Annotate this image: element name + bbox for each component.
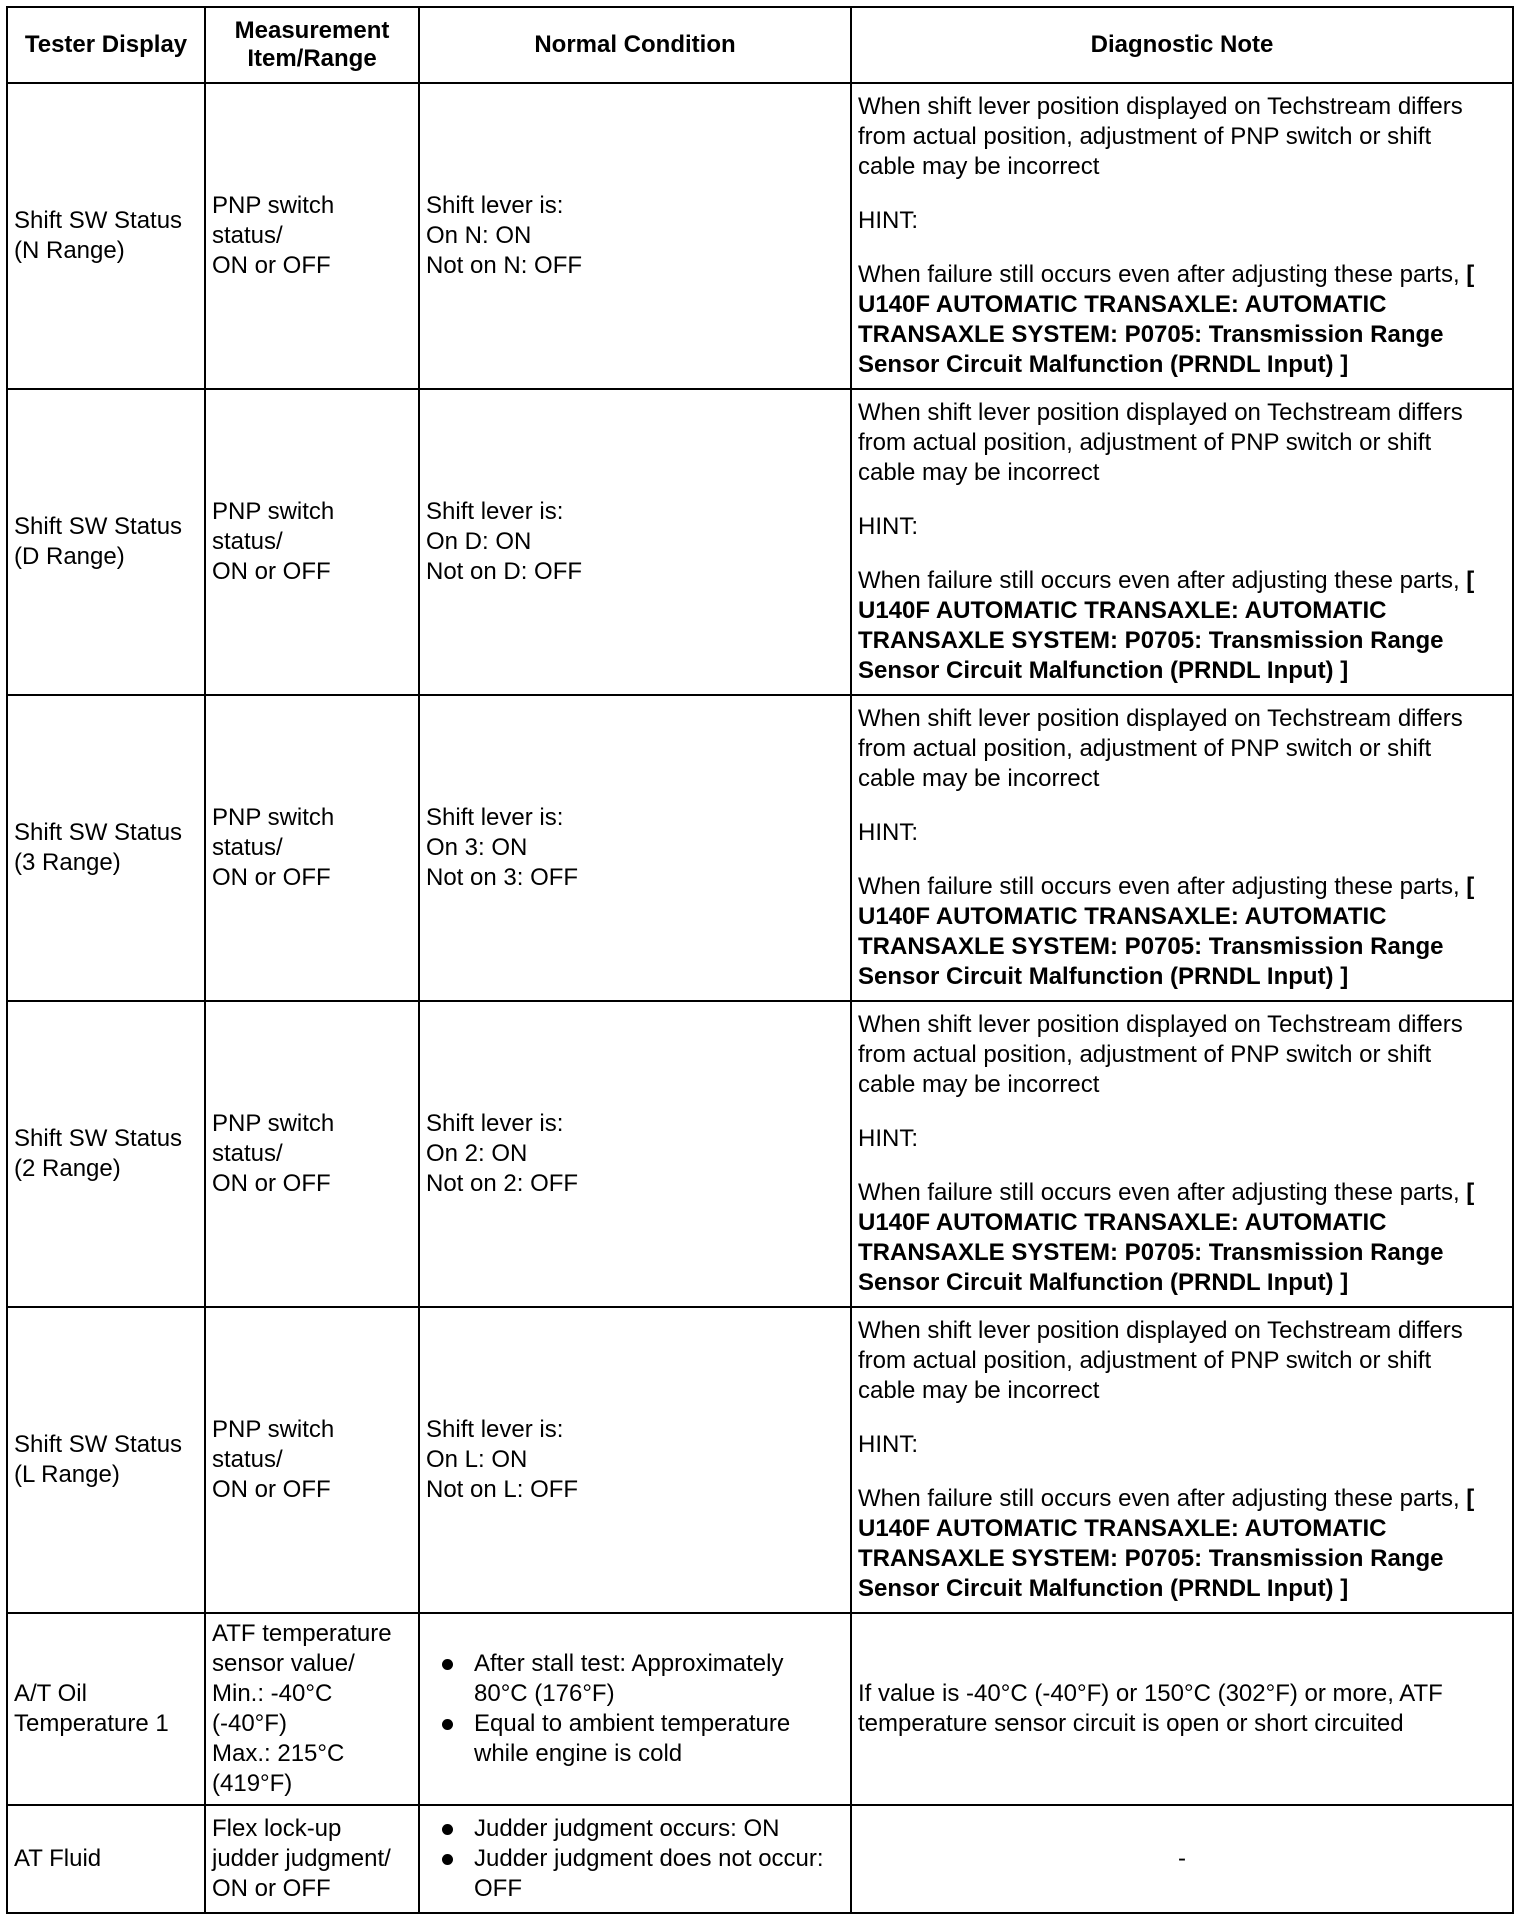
reference-link[interactable]: TRANSAXLE SYSTEM: P0705: Transmission Range [858,321,1444,348]
bullet-line: 80°C (176°F) [474,1680,615,1707]
measurement-cell [205,1613,419,1805]
note-line: cable may be incorrect [858,1071,1100,1098]
note-line: cable may be incorrect [858,1377,1100,1404]
reference-link[interactable]: Sensor Circuit Malfunction (PRNDL Input) ] [858,1269,1349,1296]
cell-line: Shift SW Status [14,513,183,540]
bullet-dot-icon [442,1719,453,1730]
link-bracket[interactable]: [ [1466,1179,1475,1206]
cell-line: sensor value/ [212,1650,355,1677]
cell-line: (D Range) [14,543,125,570]
header-measurement-line: Measurement [234,17,390,44]
table-row [7,1307,1513,1613]
cell-line: On D: ON [426,528,532,555]
normal-condition-cell [419,695,851,1001]
cell-line: Shift lever is: [426,804,564,831]
table-row [7,695,1513,1001]
note-line: When shift lever position displayed on Techstream differs [858,1317,1463,1344]
bullet-line: OFF [474,1875,522,1902]
cell-line: Shift lever is: [426,1416,564,1443]
note-line: If value is -40°C (-40°F) or 150°C (302°F) or more, ATF [858,1680,1443,1707]
note-line: from actual position, adjustment of PNP switch or shift [858,735,1432,762]
spacer [858,1460,1506,1484]
bullet-item [438,1709,844,1769]
table-header-row [7,7,1513,83]
cell-line: Min.: -40°C [212,1680,333,1707]
reference-link[interactable]: Sensor Circuit Malfunction (PRNDL Input) ] [858,1575,1349,1602]
cell-line: status/ [212,222,283,249]
cell-line: Shift lever is: [426,498,564,525]
table-row [7,1613,1513,1805]
cell-line: Shift lever is: [426,192,564,219]
measurement-cell [205,695,419,1001]
cell-line: (3 Range) [14,849,121,876]
note-line: from actual position, adjustment of PNP switch or shift [858,429,1432,456]
measurement-cell [205,1805,419,1913]
cell-line: Shift SW Status [14,1125,183,1152]
measurement-cell [205,389,419,695]
failure-text-main: When failure still occurs even after adjusting these parts, [858,1485,1467,1512]
normal-condition-cell [419,1307,851,1613]
failure-text-main: When failure still occurs even after adjusting these parts, [858,261,1467,288]
cell-line: Not on N: OFF [426,252,583,279]
bullet-list [426,1649,844,1769]
reference-link[interactable]: U140F AUTOMATIC TRANSAXLE: AUTOMATIC [858,1209,1387,1236]
note-line: temperature sensor circuit is open or short circuited [858,1710,1404,1737]
cell-line: ATF temperature [212,1620,392,1647]
measurement-cell [205,1001,419,1307]
bullet-dot-icon [442,1659,453,1670]
table-row [7,389,1513,695]
reference-link[interactable]: TRANSAXLE SYSTEM: P0705: Transmission Range [858,933,1444,960]
bullet-list [426,1814,844,1904]
normal-condition-cell [419,1805,851,1913]
cell-line: Shift SW Status [14,1431,183,1458]
cell-line: (N Range) [14,237,125,264]
failure-text-main: When failure still occurs even after adjusting these parts, [858,873,1467,900]
spacer [858,236,1506,260]
cell-line: Temperature 1 [14,1710,169,1737]
cell-line: Shift SW Status [14,207,183,234]
cell-line: status/ [212,834,283,861]
cell-line: ON or OFF [212,1170,331,1197]
bullet-line: Judder judgment does not occur: [474,1845,824,1872]
link-bracket[interactable]: [ [1466,1485,1475,1512]
cell-line: Not on 2: OFF [426,1170,579,1197]
cell-line: Max.: 215°C [212,1740,345,1767]
cell-line: Not on D: OFF [426,558,583,585]
cell-line: On 3: ON [426,834,528,861]
header-normal-condition: Normal Condition [419,7,851,83]
cell-line: A/T Oil [14,1680,87,1707]
bullet-line: Judder judgment occurs: ON [474,1815,780,1842]
note-line: When shift lever position displayed on Techstream differs [858,705,1463,732]
note-line: When shift lever position displayed on Techstream differs [858,399,1463,426]
note-line: When shift lever position displayed on Techstream differs [858,93,1463,120]
tester-display-cell [7,1001,205,1307]
cell-line: status/ [212,528,283,555]
data-list-table [6,6,1514,1914]
reference-link[interactable]: U140F AUTOMATIC TRANSAXLE: AUTOMATIC [858,903,1387,930]
spacer [858,542,1506,566]
hint-label: HINT: [858,513,918,540]
normal-condition-cell [419,389,851,695]
cell-line: Shift SW Status [14,819,183,846]
cell-line: PNP switch [212,1110,335,1137]
table-body [7,83,1513,1913]
cell-line: PNP switch [212,498,335,525]
diagnostic-note-cell [851,1613,1513,1805]
note-line: from actual position, adjustment of PNP switch or shift [858,1347,1432,1374]
header-diagnostic-note: Diagnostic Note [851,7,1513,83]
cell-line: PNP switch [212,1416,335,1443]
diagnostic-note-cell [851,389,1513,695]
spacer [858,1154,1506,1178]
tester-display-cell [7,1613,205,1805]
failure-text [858,566,1506,596]
bullet-line: Equal to ambient temperature [474,1710,791,1737]
tester-display-cell: AT Fluid [7,1805,205,1913]
bullet-item [438,1649,844,1709]
measurement-cell [205,83,419,389]
hint-label: HINT: [858,1125,918,1152]
measurement-cell [205,1307,419,1613]
note-line: from actual position, adjustment of PNP switch or shift [858,123,1432,150]
failure-text [858,872,1506,902]
tester-display-cell [7,83,205,389]
cell-line: (2 Range) [14,1155,121,1182]
table-row [7,1001,1513,1307]
failure-text [858,1178,1506,1208]
note-line: cable may be incorrect [858,459,1100,486]
failure-text-main: When failure still occurs even after adjusting these parts, [858,1179,1467,1206]
cell-line: ON or OFF [212,1875,331,1902]
spacer [858,848,1506,872]
table-row [7,83,1513,389]
cell-line: ON or OFF [212,558,331,585]
reference-link[interactable]: U140F AUTOMATIC TRANSAXLE: AUTOMATIC [858,291,1387,318]
reference-link[interactable]: TRANSAXLE SYSTEM: P0705: Transmission Range [858,627,1444,654]
cell-line: PNP switch [212,192,335,219]
link-bracket[interactable]: [ [1466,873,1475,900]
reference-link[interactable]: Sensor Circuit Malfunction (PRNDL Input) ] [858,351,1349,378]
link-bracket[interactable]: [ [1466,261,1475,288]
hint-label: HINT: [858,819,918,846]
diagnostic-note-cell [851,1307,1513,1613]
note-line: When shift lever position displayed on Techstream differs [858,1011,1463,1038]
table-row [7,1805,1513,1913]
diagnostic-note-cell [851,83,1513,389]
cell-line: (419°F) [212,1770,293,1797]
hint-label: HINT: [858,1431,918,1458]
cell-line: PNP switch [212,804,335,831]
cell-line: ON or OFF [212,864,331,891]
normal-condition-cell [419,1613,851,1805]
cell-line: (-40°F) [212,1710,287,1737]
cell-line: Flex lock-up [212,1815,342,1842]
cell-line: On N: ON [426,222,532,249]
bullet-item [438,1814,844,1844]
failure-text [858,260,1506,290]
reference-link[interactable]: TRANSAXLE SYSTEM: P0705: Transmission Range [858,1239,1444,1266]
reference-link[interactable]: TRANSAXLE SYSTEM: P0705: Transmission Range [858,1545,1444,1572]
bullet-dot-icon [442,1824,453,1835]
reference-link[interactable]: Sensor Circuit Malfunction (PRNDL Input) ] [858,963,1349,990]
spacer [858,794,1506,818]
reference-link[interactable]: Sensor Circuit Malfunction (PRNDL Input) ] [858,657,1349,684]
cell-line: (L Range) [14,1461,120,1488]
tester-display-cell [7,389,205,695]
cell-line: On L: ON [426,1446,528,1473]
spacer [858,182,1506,206]
diagnostic-note-cell [851,1001,1513,1307]
header-measurement [205,7,419,83]
bullet-dot-icon [442,1854,453,1865]
spacer [858,1100,1506,1124]
failure-text-main: When failure still occurs even after adjusting these parts, [858,567,1467,594]
note-line: cable may be incorrect [858,153,1100,180]
cell-line: ON or OFF [212,1476,331,1503]
bullet-line: while engine is cold [474,1740,683,1767]
hint-label: HINT: [858,207,918,234]
note-line: from actual position, adjustment of PNP switch or shift [858,1041,1432,1068]
tester-display-cell [7,1307,205,1613]
cell-line: Shift lever is: [426,1110,564,1137]
header-tester-display: Tester Display [7,7,205,83]
note-line: cable may be incorrect [858,765,1100,792]
cell-line: status/ [212,1140,283,1167]
header-measurement-line: Item/Range [247,45,377,72]
bullet-line: After stall test: Approximately [474,1650,784,1677]
diagnostic-note-cell [851,695,1513,1001]
normal-condition-cell [419,83,851,389]
reference-link[interactable]: U140F AUTOMATIC TRANSAXLE: AUTOMATIC [858,597,1387,624]
spacer [858,1406,1506,1430]
normal-condition-cell [419,1001,851,1307]
cell-line: On 2: ON [426,1140,528,1167]
cell-line: Not on 3: OFF [426,864,579,891]
cell-line: judder judgment/ [212,1845,391,1872]
bullet-item [438,1844,844,1904]
link-bracket[interactable]: [ [1466,567,1475,594]
spacer [858,488,1506,512]
failure-text [858,1484,1506,1514]
reference-link[interactable]: U140F AUTOMATIC TRANSAXLE: AUTOMATIC [858,1515,1387,1542]
cell-line: Not on L: OFF [426,1476,579,1503]
tester-display-cell [7,695,205,1001]
cell-line: ON or OFF [212,252,331,279]
cell-line: status/ [212,1446,283,1473]
diagnostic-note-cell: - [851,1805,1513,1913]
